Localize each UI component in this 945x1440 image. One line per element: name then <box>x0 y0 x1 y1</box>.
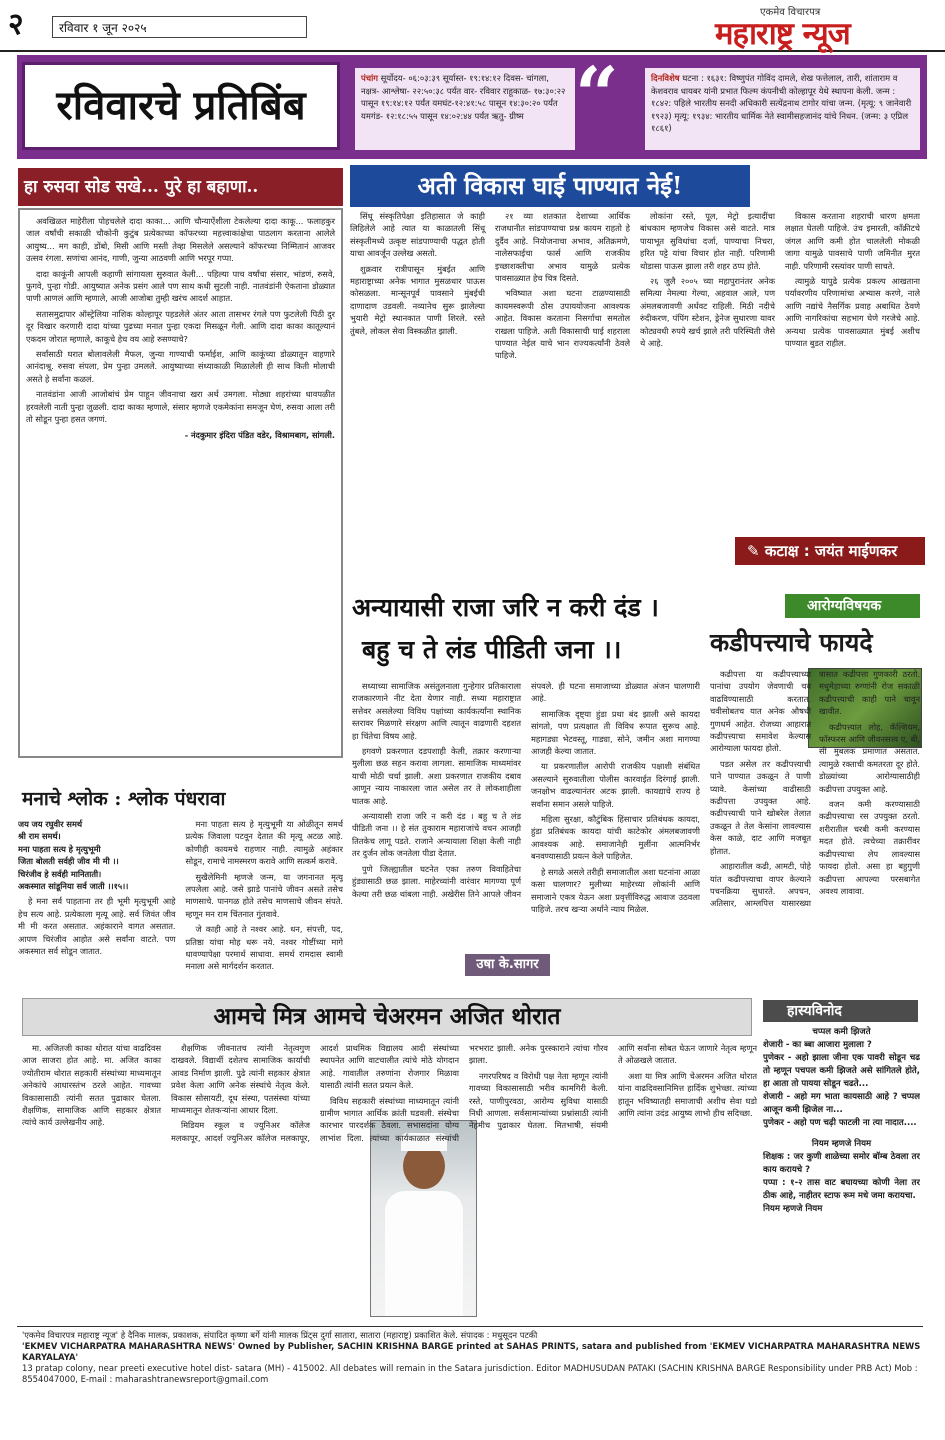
health-article-paragraph: पडत असेल तर कढीपत्त्याची पाने पाण्यात उकळून ते पाणी प्यावे. केसांच्या वाढीसाठी कढीपत्ता उपयुक्त आहे. कढीपत्त्याची पाने खोबरेल तेलात उकळून ते तेल केसांना लावल्यास केस काळे, दाट आणि मजबूत होतात. <box>710 758 811 856</box>
left-article-paragraph: नातवंडांना आजी आजोबांचं प्रेम पाहून जीवनाचा खरा अर्थ उमगला. मोठ्या शहरांच्या धावपळीत हरवलेली नाती पुन्हा जुळली. दादा काका म्हणाले, संसार म्हणजे एकमेकांना समजून घेणं, रुसवा आला तरी तो सोडून पुन्हा हसत जगणं. <box>26 389 335 425</box>
footer-line-3: 13 pratap colony, near preeti executive hotel dist- satara (MH) - 415002. All debates will remain in the Satara jurisdiction. Editor MADHUSUDAN PATAKI (SACHIN KRISHNA BARGE Responsibility under PRB Act) Mob : 8554047000, E-mail : maharashtranewsreport@gmail.com <box>22 1363 918 1384</box>
lead-article-paragraph: २६ जुलै २००५ च्या महापुरानंतर अनेक समित्या नेमल्या गेल्या, अहवाल आले, पण अंमलबजावणी अर्धवट राहिली. मिठी नदीचे रुंदीकरण, पंपिंग स्टेशन, ड्रेनेज सुधारणा यावर कोट्यवधी रुपये खर्च झाले तरी परिस्थिती जैसे थे आहे. <box>640 276 775 349</box>
panchang-text: सूर्योदय- ०६:०३:३९ सूर्यास्त- १९:१४:१२ दिवस- चांगला, नक्षत्र- आश्लेषा- २२:५०:३८ पर्यंत वार- रविवार राहूकाळ- १७:३०:२२ पासून १९:१४:१२ पर्यंत यमघंट-१२:४१:५८ पासून १४:३०:२० पर्यंत यमगंड- १२:१८:५५ पासून १४:०२:४४ पर्यंत ऋतु- ग्रीष्म <box>361 73 566 121</box>
health-article-paragraphs <box>710 668 920 910</box>
bottom-article-body <box>22 1042 757 1322</box>
center-headline-line2: बहु च ते लंड पीडिती जना ।। <box>362 635 622 664</box>
katak-label <box>735 537 925 565</box>
humor-tag <box>763 1000 918 1022</box>
left-article-paragraph: दादा काकूंनी आपली कहाणी सांगायला सुरुवात केली... पहिल्या पाच वर्षांचा संसार, भांडणं, रुसवे, फुगवे, पुन्हा गोडी. आयुष्यात अनेक प्रसंग आले पण साथ कधी सुटली नाही. नातवंडांनी ऐकताना डोळ्यात पाणी आणलं आणि म्हणाले, आजी आजोबा तुम्ही खरंच आदर्श आहात. <box>26 268 335 304</box>
center-article-paragraph: हगवणे प्रकरणात दडपशाही केली, तक्रार करणाऱ्या मुलीला छळ सहन करावा लागला. सामाजिक माध्यमांवर याची मोठी चर्चा झाली. अशा प्रकरणात राजकीय दबाव आणून न्याय नाकारला जात असेल तर ते लोकशाहीला घातक आहे. <box>352 746 521 806</box>
humor-tag-text: हास्यविनोद <box>787 1003 842 1019</box>
health-tag <box>785 594 920 618</box>
shlok-headline: मनाचे श्लोक : श्लोक पंधरावा <box>22 788 226 810</box>
center-article-paragraph: अन्यायासी राजा जरि न करी दंड । बहु च ते लंड पीडिती जना ।। हे संत तुकाराम महाराजांचे वचन आजही तितकेच लागू पडते. राजाने अन्यायाला शिक्षा केली नाही तर दुर्जन लोक जनतेला पीडा देतात. <box>352 811 521 859</box>
dinvishesh-text: घटना : १६३१: विष्णुपंत गोविंद दामले, शेख फत्तेलाल, तारी, शांताराम व केशवराव धायबर यांनी प्रभात फिल्म कंपनीची कोल्हापूर येथे स्थापना केली. जन्म : १८४२: पहिले भारतीय सनदी अधिकारी सत्येंद्रनाथ टागोर यांचा जन्म. (मृत्यू: ९ जानेवारी १९२३) मृत्यू: १९३४: भारतीय धार्मिक नेते स्वामीसहजानंद यांचे निधन. (जन्म: ३ एप्रिल १८६१) <box>651 73 912 133</box>
lead-article-paragraph: त्यामुळे यापुढे प्रत्येक प्रकल्प आखताना पर्यावरणीय परिणामांचा अभ्यास करणे, नाले आणि नद्यांचे नैसर्गिक प्रवाह अबाधित ठेवणे आणि नागरिकांचा सहभाग घेणे गरजेचे आहे. अन्यथा प्रत्येक पावसाळ्यात मुंबई अशीच पाण्यात बुडत राहील. <box>785 276 920 349</box>
health-article-body <box>710 668 920 980</box>
lead-article-right-column <box>758 168 920 198</box>
shlok-article-paragraph: सुखैलेमिनी म्हणजे जन्म, या जगनानत मृत्यू लपलेला आहे. जसे झाडे पानांचे जीवन असते तसेच माणसाचे. पानगळ होते तसेच माणसाचे जीवन संपते. म्हणून मन राम चिंतनात गुंतवावे. <box>185 871 343 919</box>
shlok-article-paragraph: हे मना सर्व पाहताना तर ही भूमी मृत्युभूमी आहे हेच सत्य आहे. प्रत्येकाला मृत्यू आहे. सर्व जिवंत जीव मी मी करत असतात. अहंकाराने वागत असतात. आपण चिरंजीव आहोत असे सर्वांना वाटते. पण अकस्मात सर्व सोडून जातात. <box>18 896 176 957</box>
left-article-body <box>18 208 343 758</box>
humor-title-1: चप्पल कमी झिजते <box>812 1027 871 1037</box>
shlok-article-body <box>18 818 343 980</box>
bottom-article-paragraph: नगरपरिषद व विरोधी पक्ष नेता म्हणून त्यांनी गावच्या विकासासाठी भरीव कामगिरी केली. रस्ते, पाणीपुरवठा, आरोग्य सुविधा यासाठी निधी आणला. सर्वसामान्यांच्या प्रश्नांसाठी त्यांनी नेहमीच पुढाकार घेतला. मितभाषी, संयमी आणि सर्वांना सोबत घेऊन जाणारे नेतृत्व म्हणून ते ओळखले जातात. <box>469 1043 757 1131</box>
left-article-paragraph: अवखिळत माहेरीला पोहचलेले दादा काका... आणि चौन्याऐंशीला टेकलेल्या दादा काकू... फलाहकुर जाल वर्षांची सकाळी चौकोनी कुटुंब प्रत्येकाच्या कॉफरच्या महत्त्वाकांक्षेचा पाठलाग करताना आलेले आयुष्य... मग काही, डोंबो, मिसी आणि मस्ती तेव्हा मिसलेले असल्याने कॉफरच्या निम्मितानं आजवर उत्सव रंगला. सणांचा आनंद, गाणी, जुन्या आठवणी आणि भरपूर गप्पा. <box>26 216 335 264</box>
dinvishesh-label: दिनविशेष <box>651 73 680 83</box>
bottom-article-paragraph: मा. अजितजी काका थोरात यांचा वाढदिवस आज साजरा होत आहे. मा. अजित काका ज्योतीराम थोरात सहकारी संस्थांच्या माध्यमातून अनेकांचे आधारस्तंभ ठरले आहेत. गावच्या विकासासाठी त्यांनी सतत पुढाकार घेतला. शैक्षणिक, सामाजिक आणि सहकार क्षेत्रात त्यांचे कार्य उल्लेखनीय आहे. <box>22 1043 161 1128</box>
center-article-paragraphs <box>352 680 700 915</box>
bottom-article-paragraph: मिडियम स्कूल व ज्युनिअर कॉलेज मलकापूर, आदर्श ज्युनिअर कॉलेज मलकापूर, आदर्श प्राथमिक विद्यालय आदी संस्थांच्या स्थापनेत आणि वाटचालीत त्यांचे मोठे योगदान आहे. गावातील तरुणांना रोजगार मिळावा यासाठी त्यांनी सतत प्रयत्न केले. <box>171 1043 459 1143</box>
health-article-paragraph: आहारातील कढी, आमटी, पोहे यांत कढीपत्त्याचा वापर केल्याने पचनक्रिया सुधारते. अपचन, अतिसार, आम्लपित्त यासारख्या त्रासात कढीपत्ता गुणकारी ठरतो. मधुमेहाच्या रुग्णांनी रोज सकाळी कढीपत्त्याची काही पाने चावून खावीत. <box>710 669 920 909</box>
footer-imprint <box>22 1330 922 1390</box>
bottom-article-paragraph: अशा या मित्र आणि चेअरमन अजित थोरात यांना वाढदिवसानिमित्त हार्दिक शुभेच्छा. त्यांच्या हातून भविष्यातही समाजाची अशीच सेवा घडो आणि त्यांना उदंड आयुष्य लाभो हीच सदिच्छा. <box>618 1070 757 1119</box>
lead-headline-box <box>350 165 750 207</box>
panchang-box <box>355 68 575 150</box>
bottom-headline: आमचे मित्र आमचे चेअरमन अजित थोरात <box>213 1003 561 1030</box>
bottom-headline-box <box>22 998 752 1036</box>
left-headline-text: हा रुसवा सोड सखे... पुरे हा बहाणा.. <box>24 177 259 197</box>
footer-line-1: 'एकमेव विचारपत्र महाराष्ट्र न्यूज' हे दैनिक मालक, प्रकाशक, संपादित कृष्णा बर्गे यांनी मालक प्रिंट्स दुर्गा सातारा, सातारा (महाराष्ट्र) प्रकाशित केले. संपादक : मधुसूदन पटकी <box>22 1330 538 1340</box>
humor-box <box>763 1026 920 1322</box>
center-article-paragraph: या प्रकरणातील आरोपी राजकीय पक्षाशी संबंधित असल्याने सुरुवातीला पोलीस कारवाईत दिरंगाई झाली. जनक्षोभ वाढल्यानंतर अटक झाली. कायद्याचे राज्य हे सर्वांना समान असले पाहिजे. <box>531 761 700 809</box>
left-article-headline <box>18 168 343 206</box>
left-article-byline: - नंदकुमार इंदिरा पंडित वडेर, विश्रामबाग, सांगली. <box>184 429 335 440</box>
katak-text: कटाक्ष : जयंत माईणकर <box>764 542 898 560</box>
dinvishesh-box <box>645 68 920 150</box>
center-article-paragraph: सामाजिक दृष्ट्या हुंडा प्रथा बंद झाली असे कायदा सांगतो, पण प्रत्यक्षात ती विविध रूपात सुरूच आहे. महागड्या भेटवस्तू, गाड्या, सोने, जमीन अशा मागण्या आजही केल्या जातात. <box>531 708 700 757</box>
health-article-paragraph: कढीपत्त्यात लोह, कॅल्शियम, फॉस्फरस आणि जीवनसत्त्व ए, बी, सी मुबलक प्रमाणात असतात. त्यामुळे रक्ताची कमतरता दूर होते. डोळ्यांच्या आरोग्यासाठीही कढीपत्ता उपयुक्त आहे. <box>819 721 920 794</box>
center-article-author: उषा के.सागर <box>465 954 550 976</box>
bottom-article-paragraph: विविध सहकारी संस्थांच्या माध्यमातून त्यांनी ग्रामीण भागात आर्थिक क्रांती घडवली. संस्थेचा कारभार पारदर्शक ठेवला. सभासदांना योग्य लाभांश दिला. त्यांच्या कार्यकाळात संस्थांची भरभराट झाली. अनेक पुरस्काराने त्यांचा गौरव झाला. <box>320 1043 608 1143</box>
health-article-paragraph: वजन कमी करण्यासाठी कढीपत्त्याचा रस उपयुक्त ठरतो. शरीरातील चरबी कमी करण्यास मदत होते. त्वचेच्या तक्रारींवर कढीपत्त्याचा लेप लावल्यास फायदा होतो. असा हा बहुगुणी कढीपत्ता आपल्या परसबागेत अवश्य लावावा. <box>819 799 920 896</box>
section-title: रविवारचे प्रतिबिंब <box>22 62 340 150</box>
lead-article-paragraph: सिंधू संस्कृतिपेक्षा इतिहासात जे काही लिहिलेले आहे त्यात या काळातली सिंधू संस्कृतीमध्ये उत्कृष्ट सांडपाण्याची पद्धत होती याचा आवर्जून उल्लेख असतो. <box>350 211 485 259</box>
shlok-article-paragraph: जे काही आहे ते नश्वर आहे. धन, संपत्ती, पद, प्रतिष्ठा यांचा मोह धरू नये. नश्वर गोष्टींच्या मागे धावण्यापेक्षा परमार्थ साधावा. समर्थ रामदास स्वामी मनाला असे मार्गदर्शन करतात. <box>185 924 343 972</box>
bottom-article-paragraphs <box>22 1042 757 1144</box>
health-tag-text: आरोग्यविषयक <box>807 598 882 614</box>
humor-title-2: नियम म्हणजे नियम <box>811 1139 872 1149</box>
center-article-paragraph: पुणे जिल्ह्यातील घटनेत एका तरुण विवाहितेचा हुंड्यासाठी छळ झाला. माहेरच्यांनी वारंवार मागण्या पूर्ण केल्या तरी छळ थांबला नाही. अखेरीस तिने आपले जीवन संपवले. ही घटना समाजाच्या डोळ्यात अंजन घालणारी आहे. <box>352 681 700 899</box>
health-headline: कडीपत्त्याचे फायदे <box>710 628 873 657</box>
center-article-paragraph: महिला सुरक्षा, कौटुंबिक हिंसाचार प्रतिबंधक कायदा, हुंडा प्रतिबंधक कायदा यांची काटेकोर अंमलबजावणी आवश्यक आहे. समाजानेही मुलींना आत्मनिर्भर बनवण्यासाठी प्रयत्न केले पाहिजेत. <box>531 814 700 862</box>
left-article-paragraphs <box>26 215 335 426</box>
pen-icon: ✎ <box>747 542 760 560</box>
center-article-paragraph: हे सगळे असले तरीही समाजातील अशा घटनांना आळा कसा घालणार? मुलीच्या माहेरच्या लोकांनी आणि समाजाने एकत्र येऊन अशा प्रवृत्तींविरुद्ध आवाज उठवला पाहिजे. तरच खऱ्या अर्थाने न्याय मिळेल. <box>531 866 700 914</box>
shlok-intro: जय जय रघुवीर समर्थ श्री राम समर्थ। मना पाहता सत्य हे मृत्युभूमी जिता बोलती सर्वही जीव मी मी ।। चिरंजीव हे सर्वही मानिताती। अकस्मात सांडूनिया सर्व जाती ।।१५।। <box>18 819 129 892</box>
center-headline-line1: अन्यायासी राजा जरि न करी दंड । <box>352 593 659 622</box>
center-article-paragraph: सध्याच्या सामाजिक असंतुलनाला गुन्हेगार प्रतिकाराला राजकारणाने नीट देता येणार नाही. सध्या महाराष्ट्रात सत्तेवर असलेल्या विविध पक्षांच्या कार्यकर्त्यांना स्थानिक स्तरावर मिळणारे संरक्षण आणि त्यातून वाढणारी दहशत हा चिंतेचा विषय आहे. <box>352 681 521 741</box>
center-article-body <box>352 680 700 980</box>
paper-subtitle: एकमेव विचारपत्र <box>760 7 821 18</box>
page-number: २ <box>8 7 24 42</box>
lead-article-paragraph: २१ व्या शतकात देशाच्या आर्थिक राजधानीत सांडपाण्याचा प्रश्न कायम राहतो हे दुर्दैव आहे. नियोजनाचा अभाव, अतिक्रमणे, नालेसफाईचा फार्स आणि राजकीय इच्छाशक्तीचा अभाव यामुळे प्रत्येक पावसाळ्यात हेच चित्र दिसते. <box>495 211 630 284</box>
lead-article-paragraph: शुक्रवार रात्रीपासून मुंबईत आणि महाराष्ट्राच्या अनेक भागात मुसळधार पाऊस कोसळला. मान्सूनपूर्व पावसाने मुंबईची दाणादाण उडवली. नव्यानेच सुरू झालेल्या भुयारी मेट्रो स्थानकात पाणी शिरले. रस्ते तुंबले, लोकल सेवा विस्कळीत झाली. <box>350 263 485 336</box>
lead-article-paragraphs <box>350 210 920 362</box>
lead-article-paragraph: लोकांना रस्ते, पूल, मेट्रो इत्यादींचा बांधकाम म्हणजेच विकास असे वाटते. मात्र पायाभूत सुविधांचा दर्जा, पाण्याचा निचरा, हरित पट्टे यांचा विचार होत नाही. परिणामी थोडासा पाऊस झाला तरी शहर ठप्प होते. <box>640 211 775 271</box>
panchang-label: पंचांग <box>361 73 378 83</box>
lead-headline: अती विकास घाई पाण्यात नेई! <box>417 171 683 200</box>
issue-date: रविवार १ जून २०२५ <box>52 16 307 38</box>
bottom-article-paragraph: शैक्षणिक जीवनातच त्यांनी नेतृत्वगुण दाखवले. विद्यार्थी दशेतच सामाजिक कार्याची आवड निर्माण झाली. पुढे त्यांनी सहकार क्षेत्रात प्रवेश केला आणि अनेक संस्थांचे नेतृत्व केले. विकास सोसायटी, दूध संस्था, पतसंस्था यांच्या माध्यमातून शेतकऱ्यांना आधार दिला. <box>171 1043 310 1116</box>
footer-divider <box>17 1326 923 1327</box>
left-article-paragraph: सर्वांसाठी घरात बोलावलेली मैफल, जुन्या गाण्याची फर्माईश, आणि काकूंच्या डोळ्यातून वाहणारे आनंदाश्रू. रुसवा संपला, प्रेम पुन्हा उमलले. आयुष्याच्या संध्याकाळी मिळालेली ही साथ किती मोलाची असते हे सर्वांना कळलं. <box>26 349 335 384</box>
lead-article-paragraph: विकास करताना शहराची धारण क्षमता लक्षात घेतली पाहिजे. उंच इमारती, काँक्रीटचे जंगल आणि कमी होत चाललेली मोकळी जागा यामुळे पावसाचे पाणी जमिनीत मुरत नाही. परिणामी रस्त्यांवर पाणी साचते. <box>785 211 920 271</box>
quote-mark-icon: “ <box>575 50 619 139</box>
humor-jokes-1: शेजारी - का ब्बा आजारा मुलाला ? पुणेकर - अहो झाला जीना एक पावरी सोडून चढ तो म्हणून पचपल कमी झिजते असे सांगितले होते, हा आता तो पायया सोडून चढते... शेजारी - अहो मग भाता कायसाठी आहे ? चप्पल आजून कमी झिजेल ना... पुणेकर - अहो पण चढ़ी फाटली ना त्या नादात.... <box>763 1040 920 1128</box>
health-article-paragraph: कढीपत्ता या कढीपत्त्याच्या पानांचा उपयोग जेवणाची चव वाढविण्यासाठी करतात. चवीसोबतच यात अनेक औषधी गुणधर्म आहेत. रोजच्या आहारात कढीपत्त्याचा समावेश केल्यास आरोग्याला फायदा होतो. <box>710 669 811 754</box>
paper-title: महाराष्ट्र न्यूज <box>715 16 850 52</box>
left-article-paragraph: सतासमुद्रापार ऑस्ट्रेलिया नाशिक कोल्हापूर पहडलेले अंतर आता तासभर रंगले पण फुटलेली पिठी दुर दूर विखार करणारी दादा यांच्या पुढच्या मनात पुन्हा एकदा मिसळून गेली. आणि दादा काका कातूल्यानं एकदम जोरात म्हणाले, काकूचे हेच वय आहे रुसण्याचे? <box>26 308 335 344</box>
humor-jokes-2: शिक्षक : जर कुणी शाळेच्या समोर बॉम्ब ठेवला तर काय करायचे ? पप्पा : १-२ तास वाट बघायच्या कोणी नेला तर ठीक आहे, नाहीतर स्टाफ रूम मधे जमा करायचा. नियम म्हणजे नियम <box>763 1152 920 1214</box>
shlok-article-paragraph: मना पाहता सत्य हे मृत्युभूमी या ओळीतून समर्थ प्रत्येक जिवाला पटवून देतात की मृत्यू अटळ आहे. कोणीही कायमचे राहणार नाही. त्यामुळे अहंकार सोडून, रामाचे नामस्मरण करावे आणि सत्कर्म करावे. <box>185 819 343 867</box>
lead-article-paragraph: भविष्यात अशा घटना टाळण्यासाठी कायमस्वरूपी ठोस उपाययोजना आवश्यक आहेत. विकास करताना निसर्गाचा समतोल राखला पाहिजे. अती विकासाची घाई शहराला पाण्यात नेईल याचे भान राज्यकर्त्यांनी ठेवले पाहिजे. <box>495 288 630 361</box>
lead-article-body <box>350 210 920 565</box>
footer-line-2: 'EKMEV VICHARPATRA MAHARASHTRA NEWS' Owned by Publisher, SACHIN KRISHNA BARGE printed at SAHAS PRINTS, satara and published from 'EKMEV VICHARPATRA MAHARASHTRA NEWS KARYALAYA' <box>22 1341 921 1362</box>
